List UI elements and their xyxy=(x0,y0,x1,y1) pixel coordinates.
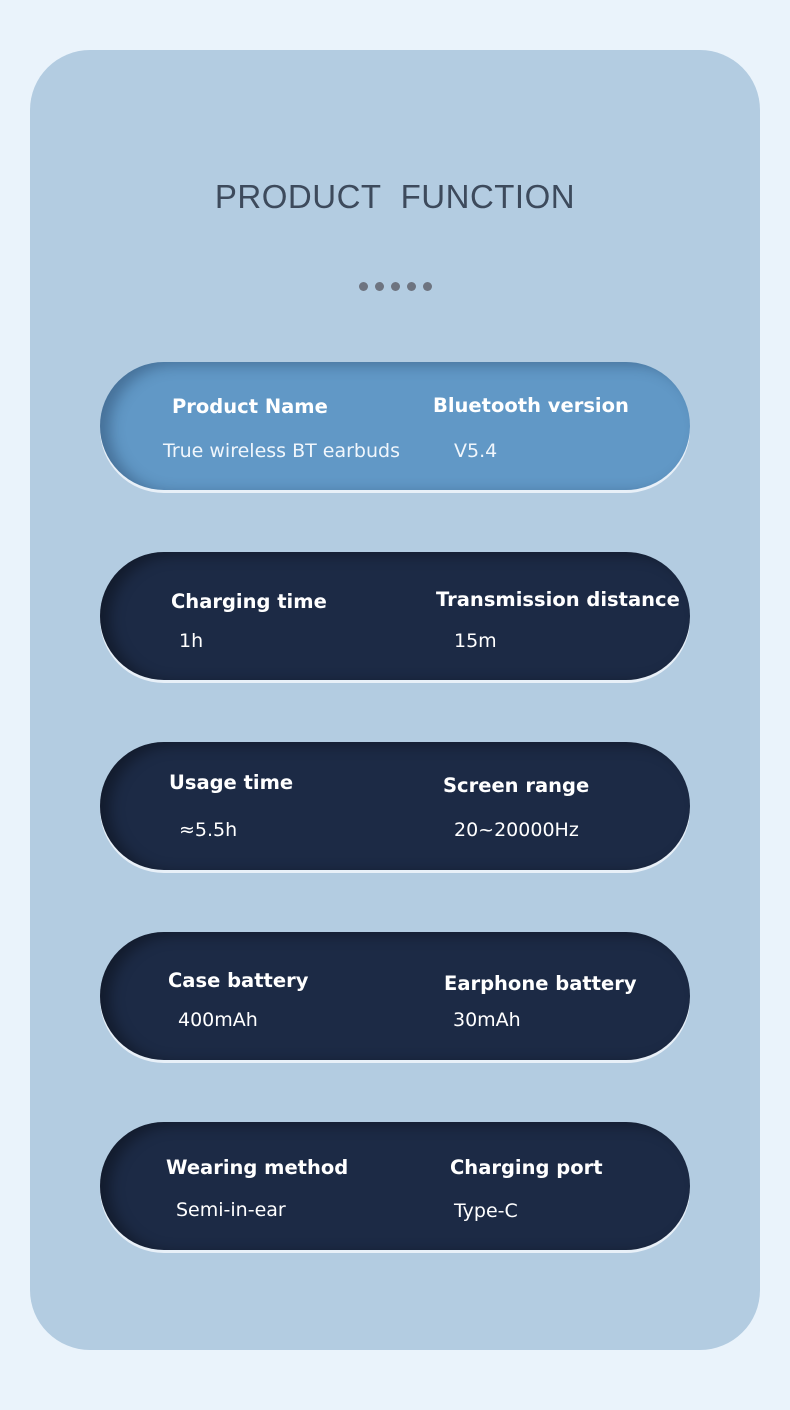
spec-label: Earphone battery xyxy=(444,972,637,995)
spec-value: Semi-in-ear xyxy=(176,1199,286,1221)
spec-value: Type-C xyxy=(454,1200,518,1222)
spec-label: Charging port xyxy=(450,1156,603,1179)
spec-label: Transmission distance xyxy=(436,588,680,611)
spec-card-wearing-method xyxy=(100,1122,690,1250)
divider-dot xyxy=(359,282,368,291)
spec-value: ≈5.5h xyxy=(179,819,238,841)
spec-card-case-battery xyxy=(100,932,690,1060)
spec-label: Case battery xyxy=(168,969,309,992)
spec-value: 1h xyxy=(179,630,204,652)
spec-card-usage-time xyxy=(100,742,690,870)
spec-value: 15m xyxy=(454,630,497,652)
spec-label: Usage time xyxy=(169,771,294,794)
spec-value: 20~20000Hz xyxy=(454,819,579,841)
page-title: PRODUCT FUNCTION xyxy=(214,178,576,215)
spec-value: True wireless BT earbuds xyxy=(163,440,400,462)
spec-card-charging-time xyxy=(100,552,690,680)
spec-value: V5.4 xyxy=(454,440,498,462)
divider-dot xyxy=(391,282,400,291)
spec-label: Charging time xyxy=(171,590,327,613)
spec-label: Product Name xyxy=(172,395,328,418)
spec-label: Wearing method xyxy=(166,1156,349,1179)
spec-value: 30mAh xyxy=(453,1009,521,1031)
spec-label: Bluetooth version xyxy=(433,394,629,417)
spec-card-product-name xyxy=(100,362,690,490)
divider-dot xyxy=(375,282,384,291)
spec-label: Screen range xyxy=(443,774,590,797)
divider-dot xyxy=(423,282,432,291)
dot-divider xyxy=(359,282,432,291)
divider-dot xyxy=(407,282,416,291)
spec-value: 400mAh xyxy=(178,1009,258,1031)
